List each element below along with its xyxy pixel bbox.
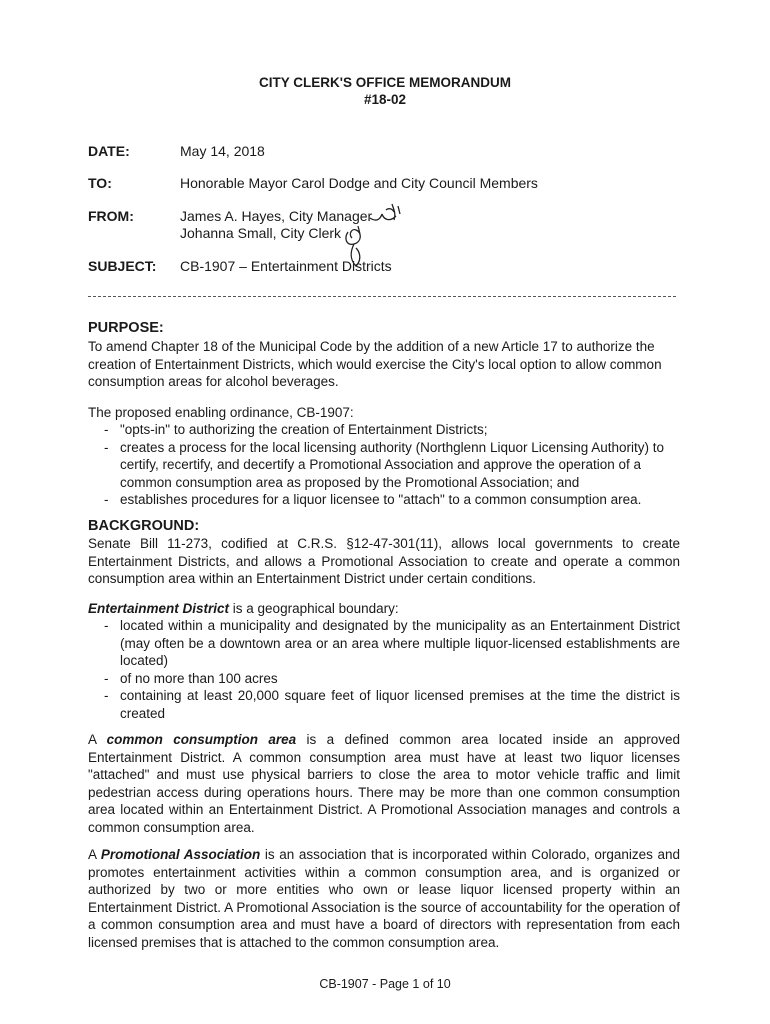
promotional-association-term: Promotional Association <box>100 847 261 862</box>
list-item: - located within a municipality and designated by the municipality as an Entertainment District (may often be a downtown area or an area where multiple liquor-licensed establishments are located) <box>88 617 680 670</box>
entertainment-district-definition <box>88 600 680 618</box>
cca-text: is a defined common area located inside an approved Entertainment District. A common consumption area must have at least two liquor licenses "attached" and must use physical barriers to close the area to motor vehicle traffic and limit pedestrian access during operations hours. There may be more than one common consumption area located within an Entertainment District. A Promotional Association manages and controls a common consumption area. <box>88 732 680 835</box>
page-footer: CB-1907 - Page 1 of 10 <box>319 977 451 991</box>
memo-number: #18-02 <box>363 92 407 107</box>
list-item: - "opts-in" to authorizing the creation of Entertainment Districts; <box>88 421 680 439</box>
background-heading: BACKGROUND: <box>88 518 200 534</box>
manager-initials-signature <box>366 200 406 226</box>
list-item: - establishes procedures for a liquor licensee to "attach" to a common consumption area. <box>88 491 680 509</box>
header-divider <box>88 296 676 297</box>
common-consumption-area-term: common consumption area <box>106 732 297 747</box>
from-value-manager: James A. Hayes, City Manager <box>180 208 373 224</box>
memo-title: CITY CLERK'S OFFICE MEMORANDUM <box>259 75 511 90</box>
date-value: May 14, 2018 <box>180 143 265 159</box>
subject-label: SUBJECT: <box>88 258 157 274</box>
purpose-text: To amend Chapter 18 of the Municipal Code by the addition of a new Article 17 to authorize the creation of Entertainment Districts, which would exercise the City's local option to allow common consumption areas for alcohol beverages. <box>88 339 662 389</box>
ordinance-list <box>88 421 680 509</box>
purpose-heading: PURPOSE: <box>88 320 164 336</box>
promotional-association-paragraph <box>88 846 680 951</box>
list-item: - creates a process for the local licensing authority (Northglenn Liquor Licensing Authority) to certify, recertify, and decertify a Promotional Association and approve the operation of a common consumption area as proposed by the Promotional Association; and <box>88 439 680 492</box>
entertainment-district-def: is a geographical boundary: <box>229 601 399 616</box>
to-value: Honorable Mayor Carol Dodge and City Council Members <box>180 175 538 191</box>
pa-prefix: A <box>88 847 101 862</box>
cca-prefix: A <box>88 732 107 747</box>
list-item: - containing at least 20,000 square feet of liquor licensed premises at the time the district is created <box>88 687 680 722</box>
list-item: - of no more than 100 acres <box>88 670 680 688</box>
common-consumption-area-paragraph <box>88 731 680 836</box>
entertainment-district-term: Entertainment District <box>88 601 230 616</box>
entertainment-district-list <box>88 617 680 722</box>
from-label: FROM: <box>88 208 134 224</box>
to-label: TO: <box>88 175 112 191</box>
ordinance-intro: The proposed enabling ordinance, CB-1907: <box>88 405 354 420</box>
pa-text: is an association that is incorporated within Colorado, organizes and promotes entertainment activities within a common consumption area, and is organized or authorized by two or more entities who own or lease liquor licensed property within an Entertainment District. A Promotional Association is the source of accountability for the operation of a common consumption area and must have a board of directors with representation from each licensed premises that is attached to the common consumption area. <box>88 847 680 950</box>
background-text: Senate Bill 11-273, codified at C.R.S. §12-47-301(11), allows local governments to create Entertainment Districts, and allows a Promotional Association to create and operate a common consumption area within an Entertainment District under certain conditions. <box>88 536 680 586</box>
from-value-clerk: Johanna Small, City Clerk <box>180 225 342 241</box>
subject-value: CB-1907 – Entertainment Districts <box>180 258 392 274</box>
date-label: DATE: <box>88 143 130 159</box>
